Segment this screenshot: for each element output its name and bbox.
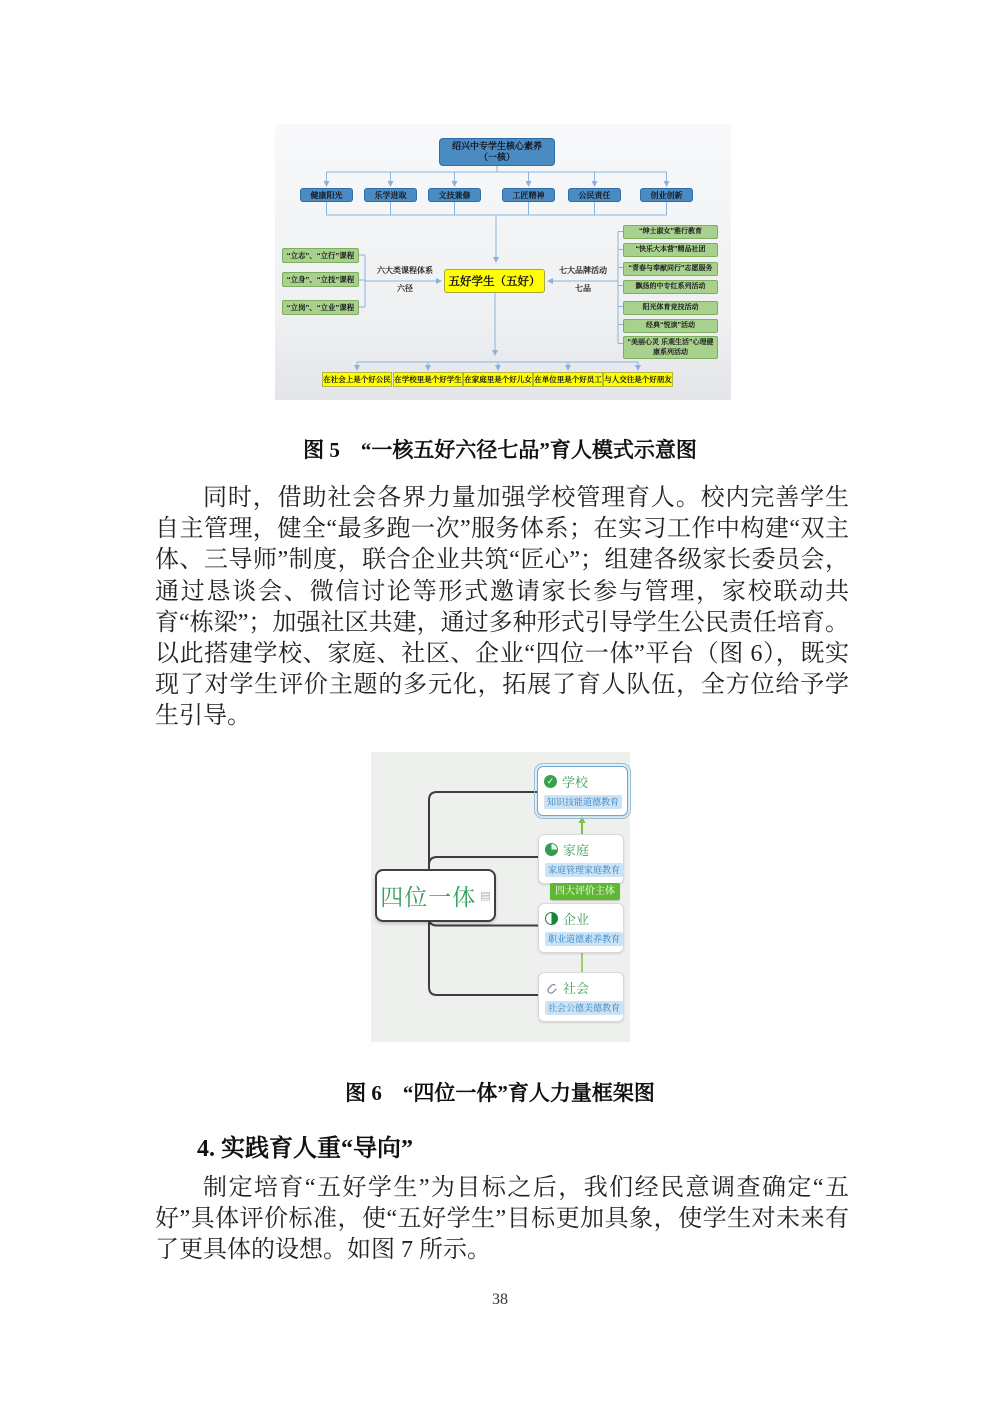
- fig5-outcome-node: 与人交往是个好朋友: [603, 372, 673, 387]
- fig5-left-arrow-label-line1: 六大类课程体系: [377, 266, 433, 275]
- fig5-course-node: “立身”、“立技”课程: [282, 272, 359, 287]
- fig6-center-label: 四位一体: [380, 884, 477, 910]
- fig6-node-label: 企业: [563, 912, 590, 927]
- fig6-evaluators-badge: 四大评价主体: [550, 883, 620, 900]
- note-icon: ▤: [480, 890, 491, 902]
- fig5-competency-node: 乐学进取: [364, 188, 417, 202]
- fig5-root-line1: 绍兴中专学生核心素养: [451, 141, 542, 151]
- fig5-root-line2: （一核）: [478, 152, 515, 162]
- check-circle-icon: ✓: [544, 775, 557, 788]
- half-circle-icon: [545, 912, 558, 925]
- fig5-competency-node: 文技兼修: [428, 188, 481, 202]
- fig5-activity-node: “青春与奉献同行”志愿服务: [623, 262, 718, 276]
- figure5-diagram: [275, 124, 731, 400]
- fig5-right-arrow-label-line1: 七大品牌活动: [559, 266, 607, 275]
- fig5-left-arrow-label-line2: 六径: [397, 284, 413, 293]
- fig5-competency-node: 创业创新: [640, 188, 693, 202]
- fig5-outcome-node: 在社会上是个好公民: [322, 372, 392, 387]
- page-number: 38: [492, 1291, 508, 1308]
- fig5-root-node: [439, 138, 555, 166]
- fig5-right-arrow-label-line2: 七品: [575, 284, 591, 293]
- fig5-activity-node: “快乐大本营”精品社团: [623, 243, 718, 257]
- paragraph-1: 同时，借助社会各界力量加强学校管理育人。校内完善学生自主管理，健全“最多跑一次”服务体系；在实习工作中构建“双主体、三导师”制度，联合企业共筑“匠心”；组建各级家长委员会，通过恳谈会、微信讨论等形式邀请家长参与管理，家校联动共育“栋梁”；加强社区共建，通过多种形式引导学生公民责任培育。以此搭建学校、家庭、社区、企业“四位一体”平台（图 6），既实现了对学生评价主题的多元化，拓展了育人队伍，全方位给予学生引导。: [155, 485, 849, 730]
- fig5-competency-node: 工匠精神: [502, 188, 555, 202]
- fig5-activity-node: 经典“悦读”活动: [623, 319, 718, 333]
- fig5-activity-node: “美丽心灵 乐观生活”心理健康系列活动: [623, 336, 718, 359]
- pie-chart-icon: [545, 843, 558, 856]
- fig6-node-tag: 社会公德美德教育: [545, 1001, 623, 1015]
- fig5-competency-node: 健康阳光: [300, 188, 353, 202]
- fig5-activity-node: 阳光体育竞技活动: [623, 301, 718, 315]
- fig5-outcome-node: 在学校里是个好学生: [393, 372, 463, 387]
- fig5-outcome-node: 在单位里是个好员工: [533, 372, 603, 387]
- fig5-competency-node: 公民责任: [568, 188, 621, 202]
- fig6-node-tag: 知识技能道德教育: [544, 795, 622, 809]
- fig5-left-arrow-label: [371, 266, 439, 293]
- fig5-course-node: “立志”、“立行”课程: [282, 248, 359, 263]
- fig6-node-label: 家庭: [563, 843, 590, 858]
- paragraph-2: 制定培育“五好学生”为目标之后，我们经民意调查确定“五好”具体评价标准，使“五好学生”目标更加具象，使学生对未来有了更具体的设想。如图 7 所示。: [155, 1175, 849, 1264]
- fig6-node-label: 社会: [563, 981, 590, 996]
- fig5-course-node: “立岗”、“立业”课程: [282, 300, 359, 315]
- fig6-node-school: [537, 766, 628, 816]
- paperclip-icon: [545, 981, 558, 994]
- fig5-activity-node: 飘扬的中专红系列活动: [623, 280, 718, 294]
- figure6-caption: 图 6 “四位一体”育人力量框架图: [345, 1081, 655, 1105]
- fig5-activity-node: “绅士淑女”雅行教育: [623, 225, 718, 239]
- fig6-node-society: [538, 972, 624, 1022]
- section-heading: 4. 实践育人重“导向”: [197, 1136, 413, 1162]
- figure6-diagram: [371, 752, 630, 1042]
- fig5-center-node: 五好学生（五好）: [444, 269, 545, 293]
- fig6-node-family: [538, 834, 624, 884]
- fig6-node-enterprise: [538, 903, 624, 953]
- fig6-node-tag: 家庭管理家庭教育: [545, 863, 623, 877]
- figure5-caption: 图 5 “一核五好六径七品”育人模式示意图: [303, 438, 697, 462]
- fig6-center-node: [375, 869, 496, 922]
- fig5-outcome-node: 在家庭里是个好儿女: [463, 372, 533, 387]
- fig6-node-label: 学校: [562, 775, 589, 790]
- fig5-right-arrow-label: [552, 266, 614, 293]
- fig6-node-tag: 职业道德素养教育: [545, 932, 623, 946]
